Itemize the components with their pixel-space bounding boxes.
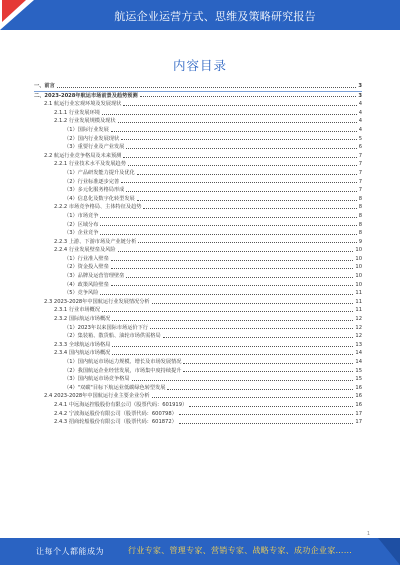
- footer-corner: [378, 538, 400, 565]
- header-corner-red: [2, 0, 26, 22]
- toc-entry[interactable]: [34, 221, 362, 230]
- toc-entry[interactable]: [34, 195, 362, 204]
- toc-entry-text: （2）行业标准逐步完善: [64, 178, 120, 185]
- report-title: 航运企业运营方式、思维及策略研究报告: [114, 10, 316, 23]
- toc-leader-dots: [126, 191, 356, 192]
- toc-entry-page: 7: [358, 169, 362, 176]
- toc-entry-page: 15: [355, 367, 362, 374]
- footer-brand-text: 让每个人都能成为: [36, 547, 104, 556]
- toc-entry-page: 14: [355, 359, 362, 365]
- toc-entry[interactable]: [34, 324, 362, 333]
- toc-entry[interactable]: [34, 100, 362, 109]
- toc-entry-page: 4: [358, 101, 362, 108]
- toc-entry-text: （4）政策风险壁垒: [64, 281, 109, 288]
- toc-leader-dots: [152, 303, 354, 304]
- toc-entry-text: （1）市场竞争: [64, 212, 99, 219]
- toc-entry-page: 8: [358, 204, 362, 211]
- toc-entry-page: 11: [355, 290, 362, 297]
- toc-entry-page: 12: [355, 333, 362, 340]
- toc-entry[interactable]: [34, 367, 362, 376]
- toc-entry-text: （3）品牌及运营管理壁垒: [64, 273, 125, 280]
- toc-entry-text: 2.2.4 行业发展壁垒及风险: [54, 247, 116, 254]
- toc-entry-page: 15: [355, 376, 362, 383]
- footer-roles-text: 行业专家、管理专家、营销专家、战略专家、成功企业家……: [128, 546, 353, 555]
- toc-entry[interactable]: [34, 246, 362, 255]
- toc-entry-text: 一、前言: [34, 83, 55, 89]
- toc-entry-page: 9: [358, 238, 362, 245]
- toc-entry[interactable]: [34, 203, 362, 212]
- toc-entry-text: （2）区域分布: [64, 221, 99, 228]
- toc-entry-text: 2.4.2 宁波海运股份有限公司（股票代码：600798）: [54, 410, 177, 417]
- toc-entry-page: 7: [358, 152, 362, 159]
- toc-entry-page: 16: [355, 393, 362, 400]
- toc-entry-text: （5）竞争风险: [64, 290, 99, 297]
- toc-leader-dots: [132, 380, 354, 381]
- toc-leader-dots: [140, 96, 357, 97]
- toc-entry-page: 17: [355, 410, 362, 417]
- toc-entry-text: 2.2.1 行业技术水平及发展趋势: [54, 161, 126, 168]
- toc-entry[interactable]: [34, 401, 362, 410]
- toc-entry-text: 2.4.1 中远海运控股股份有限公司（股票代码：601919）: [54, 401, 188, 408]
- toc-entry-text: （4）"双碳"目标下航运业低碳绿色转型发展: [64, 384, 166, 391]
- toc-entry[interactable]: [34, 255, 362, 264]
- toc-leader-dots: [100, 234, 356, 235]
- toc-leader-dots: [167, 389, 353, 390]
- toc-entry[interactable]: [34, 126, 362, 135]
- toc-leader-dots: [137, 174, 357, 175]
- toc-leader-dots: [189, 406, 353, 407]
- toc-entry-page: 14: [355, 350, 362, 357]
- toc-entry-text: （1）国际行业发展: [64, 126, 109, 133]
- toc-entry-page: 7: [358, 178, 362, 185]
- toc-entry-page: 4: [358, 118, 362, 125]
- toc-leader-dots: [150, 328, 353, 329]
- toc-leader-dots: [179, 414, 354, 415]
- toc-entry[interactable]: [34, 315, 362, 324]
- toc-leader-dots: [112, 346, 353, 347]
- toc-entry-page: 10: [355, 255, 362, 262]
- toc-entry-page: 11: [355, 307, 362, 314]
- toc-entry-text: （2）国内行业发展现状: [64, 135, 120, 142]
- toc-entry-text: 2.3.3 全球航运市场格局: [54, 341, 111, 348]
- toc-entry-page: 5: [358, 135, 362, 142]
- toc-leader-dots: [138, 242, 356, 243]
- toc-entry-page: 10: [355, 247, 362, 254]
- toc-entry-text: 2.4 2023-2028年中国航运行业主要企业分析: [44, 393, 150, 400]
- toc-entry-text: 2.3 2023-2028年中国航运行业发展情况分析: [44, 298, 150, 305]
- toc-entry-text: （1）行业准入壁垒: [64, 255, 109, 262]
- toc-entry-page: 13: [355, 341, 362, 348]
- toc-leader-dots: [118, 251, 354, 252]
- toc-leader-dots: [183, 363, 353, 364]
- toc-entry-text: 2.3.4 国内航运市场概况: [54, 350, 111, 357]
- toc-leader-dots: [111, 268, 354, 269]
- toc-entry[interactable]: [34, 117, 362, 126]
- page-number: 1: [366, 531, 370, 537]
- toc-entry-text: 2.2 航运行业竞争格局及未来预测: [44, 152, 122, 159]
- toc-entry[interactable]: [34, 238, 362, 247]
- table-of-contents: [34, 82, 362, 427]
- toc-entry[interactable]: [34, 109, 362, 118]
- toc-entry[interactable]: [34, 135, 362, 144]
- toc-entry[interactable]: [34, 375, 362, 384]
- toc-leader-dots: [111, 260, 354, 261]
- toc-entry-page: 10: [355, 281, 362, 288]
- toc-leader-dots: [152, 397, 354, 398]
- toc-leader-dots: [112, 320, 353, 321]
- toc-entry[interactable]: [34, 332, 362, 341]
- toc-entry-page: 17: [355, 419, 362, 426]
- toc-entry-page: 8: [358, 195, 362, 202]
- toc-entry-text: 2.1 航运行业宏观环境及发展现状: [44, 101, 122, 108]
- toc-entry-page: 8: [358, 221, 362, 228]
- toc-entry-page: 12: [355, 324, 362, 331]
- toc-entry[interactable]: [34, 152, 362, 161]
- toc-entry-page: 3: [358, 92, 362, 99]
- toc-entry-page: 3: [358, 83, 362, 89]
- toc-entry-text: 2.1.2 行业发展规模及现状: [54, 118, 116, 125]
- toc-entry-text: （3）重要行业及产业发展: [64, 144, 125, 151]
- toc-entry-page: 4: [358, 109, 362, 116]
- toc-entry[interactable]: [34, 384, 362, 393]
- toc-entry-page: 16: [355, 384, 362, 391]
- toc-entry-text: （3）国内航运市场竞争格局: [64, 376, 130, 383]
- toc-leader-dots: [183, 371, 353, 372]
- toc-entry[interactable]: [34, 392, 362, 401]
- toc-entry[interactable]: [34, 212, 362, 221]
- toc-entry-text: 2.4.3 招商轮船股份有限公司（股票代码：601872）: [54, 419, 177, 426]
- toc-entry[interactable]: [34, 160, 362, 169]
- toc-entry[interactable]: [34, 229, 362, 238]
- toc-entry-text: （2）我国航运企业经营发展，市场集中度持续提升: [64, 367, 182, 374]
- toc-entry[interactable]: [34, 410, 362, 419]
- toc-entry[interactable]: [34, 178, 362, 187]
- toc-leader-dots: [126, 277, 353, 278]
- toc-leader-dots: [57, 87, 357, 88]
- toc-leader-dots: [100, 294, 353, 295]
- toc-entry-text: 2.2.3 上游、下游市场及产业链分析: [54, 238, 137, 245]
- toc-entry-text: （3）多元化服务格局形成: [64, 187, 125, 194]
- toc-entry-text: 2.3.2 国际航运市场概况: [54, 316, 111, 323]
- toc-entry-text: （2）资金投入壁垒: [64, 264, 109, 271]
- toc-entry[interactable]: [34, 418, 362, 427]
- toc-leader-dots: [123, 157, 356, 158]
- toc-entry[interactable]: [34, 281, 362, 290]
- toc-entry-page: 4: [358, 126, 362, 133]
- toc-entry-page: 10: [355, 264, 362, 271]
- toc-entry-page: 8: [358, 230, 362, 237]
- toc-entry-page: 7: [358, 161, 362, 168]
- toc-entry[interactable]: [34, 92, 362, 101]
- toc-entry-text: 2.2.2 市场竞争格局、主体特征及趋势: [54, 204, 142, 211]
- toc-entry[interactable]: [34, 298, 362, 307]
- toc-entry[interactable]: [34, 289, 362, 298]
- toc-leader-dots: [179, 423, 354, 424]
- toc-entry[interactable]: [34, 272, 362, 281]
- toc-entry[interactable]: [34, 169, 362, 178]
- toc-entry-page: 6: [358, 144, 362, 151]
- toc-entry[interactable]: [34, 349, 362, 358]
- toc-entry-text: （2）集装箱、散货船、油轮市场供需格局: [64, 333, 161, 340]
- toc-entry-page: 10: [355, 273, 362, 280]
- toc-leader-dots: [121, 182, 357, 183]
- toc-entry[interactable]: [34, 358, 362, 367]
- toc-entry-text: 二、2023-2028年航运市场前景及趋势预测: [34, 92, 138, 99]
- toc-leader-dots: [111, 285, 354, 286]
- toc-leader-dots: [118, 122, 357, 123]
- toc-heading: 内容目录: [172, 58, 227, 73]
- toc-leader-dots: [123, 105, 356, 106]
- toc-leader-dots: [121, 139, 357, 140]
- toc-entry-text: （1）2023年以来国际市场运价下行: [64, 324, 148, 331]
- toc-entry-page: 8: [358, 212, 362, 219]
- toc-entry[interactable]: [34, 186, 362, 195]
- toc-leader-dots: [143, 208, 356, 209]
- toc-leader-dots: [128, 165, 357, 166]
- toc-entry[interactable]: [34, 341, 362, 350]
- toc-entry-text: 2.1.1 行业发展环境: [54, 109, 100, 116]
- toc-leader-dots: [102, 311, 353, 312]
- toc-leader-dots: [100, 225, 356, 226]
- toc-leader-dots: [111, 131, 357, 132]
- toc-leader-dots: [102, 114, 357, 115]
- toc-entry-page: 7: [358, 187, 362, 194]
- toc-entry[interactable]: [34, 143, 362, 152]
- toc-leader-dots: [100, 217, 356, 218]
- toc-entry-text: （1）产品研发能力提升及优化: [64, 169, 135, 176]
- toc-entry-text: 2.3.1 行业市场概况: [54, 307, 100, 314]
- toc-entry[interactable]: [34, 82, 362, 91]
- toc-entry[interactable]: [34, 263, 362, 272]
- toc-leader-dots: [163, 337, 354, 338]
- toc-leader-dots: [126, 148, 356, 149]
- toc-entry[interactable]: [34, 306, 362, 315]
- toc-entry-text: （3）企业竞争: [64, 230, 99, 237]
- toc-entry-page: 16: [355, 401, 362, 408]
- header-bar: [0, 0, 400, 30]
- toc-leader-dots: [137, 200, 357, 201]
- toc-entry-page: 11: [355, 298, 362, 305]
- toc-entry-page: 12: [355, 316, 362, 323]
- toc-leader-dots: [112, 354, 353, 355]
- footer-bar: [0, 538, 400, 565]
- toc-entry-text: （1）国内航运市场运力规模、增长及市场发展情况: [64, 359, 182, 365]
- toc-entry-text: （4）信息化及数字化转型发展: [64, 195, 135, 202]
